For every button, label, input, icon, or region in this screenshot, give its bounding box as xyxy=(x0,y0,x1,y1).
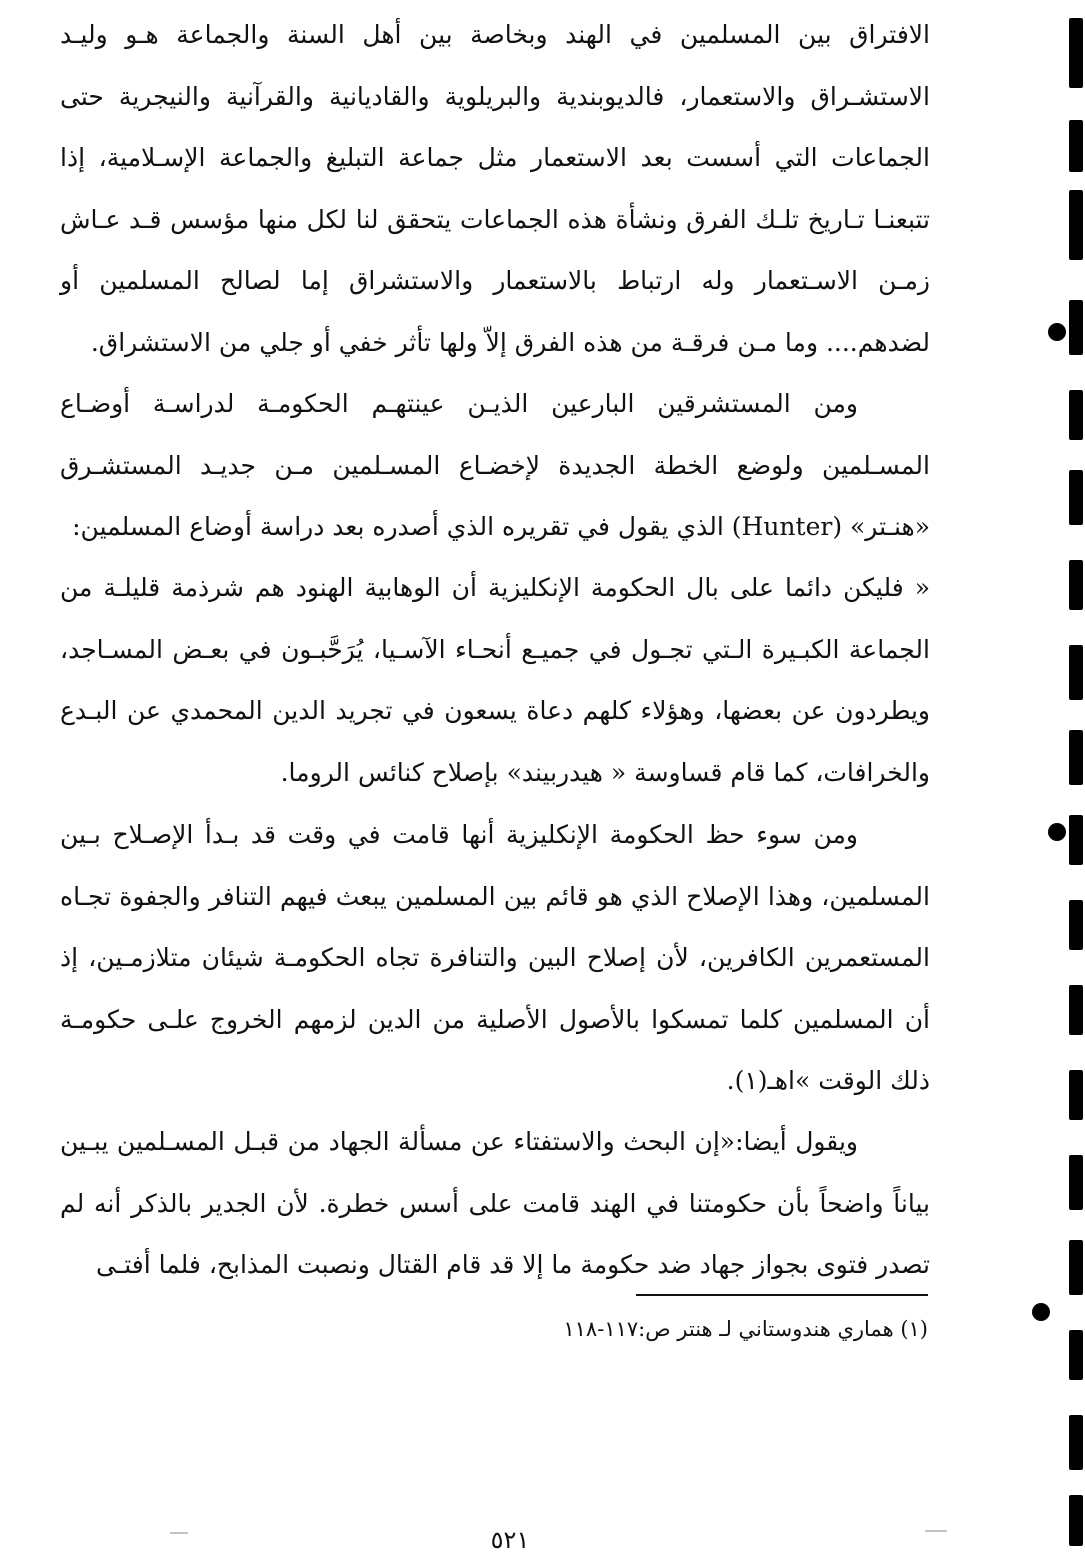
binder-mark xyxy=(1069,730,1083,785)
paragraph-4-text: ومن سوء حظ الحكومة الإنكليزية أنها قامت في وقت قد بـدأ الإصـلاح بـين المسلمين، وهذا الإصلاح الذي هو قائم بين المسلمين يبعث فيهم التنافر والجفوة تجـاه المستعمرين الكافرين، لأن إصلاح البين والتنافرة تجاه الحكومـة شيئان متلازمـين، إذ أن المسلمين كلما تمسكوا بالأصول الأصلية من الدين لزمهم الخروج علـى حكومـة ذلك الوقت »اهـ(١). xyxy=(60,820,930,1095)
footnote: (١) هماري هندوستاني لـ هنتر ص:١١٧-١١٨ xyxy=(563,1317,928,1341)
binder-mark xyxy=(1069,560,1083,610)
binder-mark xyxy=(1069,645,1083,700)
binder-hole-dot xyxy=(1048,323,1066,341)
binder-mark xyxy=(1069,120,1083,172)
binder-mark xyxy=(1069,190,1083,260)
paragraph-5-text: ويقول أيضا:«إن البحث والاستفتاء عن مسألة الجهاد من قبـل المسـلمين يبـين بياناً واضحاً بأن حكومتنا في الهند قامت على أسس خطرة. لأن الجدير بالذكر أنه لم تصدر فتوى بجواز جهاد ضد حكومة ما إلا قد قام القتال ونصبت المذابح، فلما أفتـى xyxy=(60,1127,930,1279)
binder-mark xyxy=(1069,470,1083,525)
paragraph-1-text: الافتراق بين المسلمين في الهند وبخاصة بين أهل السنة والجماعة هـو وليـد الاستشـراق والاستعمار، فالديوبندية والبريلوية والقاديانية والقرآنية والنيجرية حتى الجماعات التي أسست بعد الاستعمار مثل جماعة التبليغ والجماعة الإسـلامية، إذا تتبعنـا تـاريخ تلـك الفرق ونشأة هذه الجماعات يتحقق لنا لكل منها مؤسس قـد عـاش زمـن الاسـتعمار وله ارتباط بالاستعمار والاستشراق إما لصالح المسلمين أو لضدهم.... وما مـن فرقـة من هذه الفرق إلاّ ولها تأثر خفي أو جلي من الاستشراق. xyxy=(60,20,930,357)
paragraph-5 xyxy=(60,1111,930,1296)
binder-hole-dot xyxy=(1048,823,1066,841)
binder-mark xyxy=(1069,1495,1083,1546)
scan-artifact xyxy=(925,1530,947,1532)
binder-mark xyxy=(1069,1415,1083,1470)
binder-mark xyxy=(1069,390,1083,440)
binder-mark xyxy=(1069,1070,1083,1120)
binder-mark xyxy=(1069,985,1083,1035)
binder-mark xyxy=(1069,900,1083,950)
quotation-paragraph xyxy=(60,557,930,803)
paragraph-2 xyxy=(60,373,930,558)
scan-artifact xyxy=(170,1532,188,1534)
binder-mark xyxy=(1069,300,1083,355)
binder-mark xyxy=(1069,1330,1083,1380)
binder-mark xyxy=(1069,18,1083,88)
page-number: ٥٢١ xyxy=(490,1526,530,1554)
paragraph-1 xyxy=(60,4,930,373)
binder-hole-dot xyxy=(1032,1303,1050,1321)
paragraph-4 xyxy=(60,804,930,1112)
footnote-separator xyxy=(636,1294,928,1296)
binder-mark xyxy=(1069,815,1083,865)
binder-mark xyxy=(1069,1240,1083,1295)
binder-mark xyxy=(1069,1155,1083,1210)
paragraph-2-text: ومن المستشرقين البارعين الذيـن عينتهـم الحكومـة لدراسـة أوضـاع المسـلمين ولوضع الخطة الجديدة لإخضـاع المسـلمين مـن جديـد المستشـرق «هنـتر» (Hunter) الذي يقول في تقريره الذي أصدره بعد دراسة أوضاع المسلمين: xyxy=(60,389,930,541)
paragraph-3-text: « فليكن دائما على بال الحكومة الإنكليزية أن الوهابية الهنود هم شرذمة قليلـة من الجماعة الكبـيرة الـتي تجـول في جميـع أنحـاء الآسـيا، يُرَحَّبـون في بعـض المسـاجد، ويطردون عن بعضها، وهؤلاء كلهم دعاة يسعون في تجريد الدين المحمدي عن البـدع والخرافات، كما قام قساوسة « هيدربيند» بإصلاح كنائس الروما. xyxy=(60,573,930,787)
